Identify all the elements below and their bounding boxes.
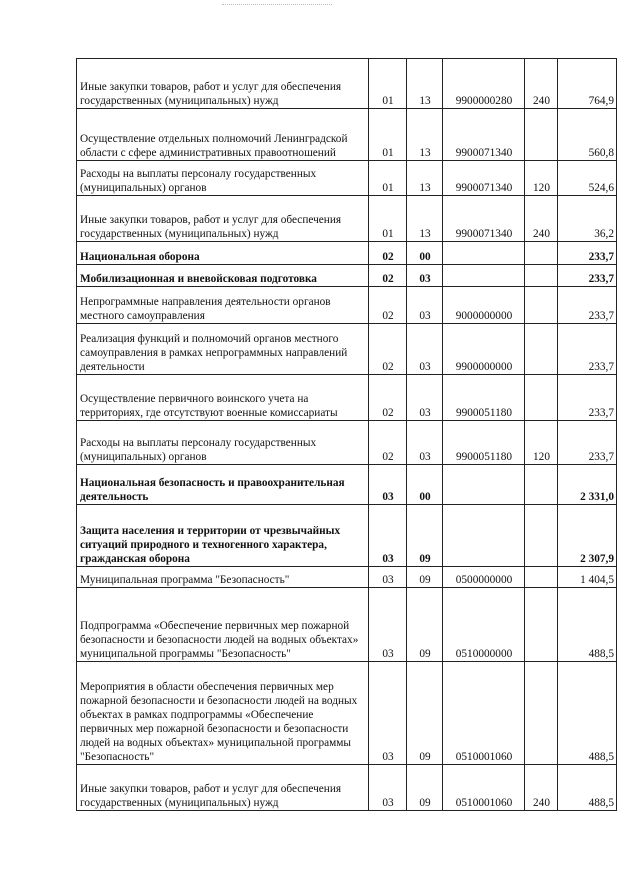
row-amount: 1 404,5 [558,567,617,588]
row-subsection: 13 [407,196,443,242]
row-expense-type [525,662,558,765]
row-subsection: 09 [407,588,443,662]
row-name: Иные закупки товаров, работ и услуг для обеспечения государственных (муниципальных) нужд [77,765,369,811]
table-row [77,567,617,588]
row-name: Подпрограмма «Обеспечение первичных мер пожарной безопасности и безопасности людей на водных объектах» муниципальной программы "Безопасность" [77,588,369,662]
row-section: 02 [369,242,407,265]
row-name: Непрограммные направления деятельности органов местного самоуправления [77,287,369,324]
row-amount: 36,2 [558,196,617,242]
row-subsection: 03 [407,287,443,324]
row-section: 02 [369,375,407,421]
row-target-article [443,505,525,567]
row-target-article [443,265,525,287]
row-expense-type [525,265,558,287]
row-expense-type: 120 [525,161,558,196]
row-target-article: 0510001060 [443,765,525,811]
row-name: Иные закупки товаров, работ и услуг для обеспечения государственных (муниципальных) нужд [77,196,369,242]
row-target-article: 9900071340 [443,196,525,242]
table-row [77,161,617,196]
row-amount: 233,7 [558,265,617,287]
table-row [77,588,617,662]
row-target-article: 0510001060 [443,662,525,765]
row-subsection: 03 [407,421,443,465]
row-expense-type [525,588,558,662]
row-target-article: 9000000000 [443,287,525,324]
scan-artifact [222,4,332,7]
row-name: Осуществление первичного воинского учета на территориях, где отсутствуют военные комиссариаты [77,375,369,421]
row-subsection: 00 [407,242,443,265]
row-amount: 488,5 [558,662,617,765]
row-expense-type [525,505,558,567]
row-expense-type [525,287,558,324]
row-amount: 233,7 [558,287,617,324]
row-section: 01 [369,59,407,109]
row-section: 03 [369,662,407,765]
row-amount: 233,7 [558,421,617,465]
table-row [77,421,617,465]
row-amount: 233,7 [558,242,617,265]
row-subsection: 03 [407,265,443,287]
row-target-article: 0510000000 [443,588,525,662]
row-name: Мобилизационная и вневойсковая подготовка [77,265,369,287]
row-section: 02 [369,287,407,324]
row-section: 01 [369,109,407,161]
table-row [77,59,617,109]
row-section: 02 [369,265,407,287]
row-amount: 488,5 [558,765,617,811]
table-row [77,375,617,421]
row-target-article [443,242,525,265]
row-amount: 233,7 [558,324,617,375]
row-name: Защита населения и территории от чрезвычайных ситуаций природного и техногенного характера, гражданская оборона [77,505,369,567]
table-row [77,465,617,505]
row-section: 03 [369,588,407,662]
row-amount: 488,5 [558,588,617,662]
row-name: Иные закупки товаров, работ и услуг для обеспечения государственных (муниципальных) нужд [77,59,369,109]
row-name: Реализация функций и полномочий органов местного самоуправления в рамках непрограммных направлений деятельности [77,324,369,375]
row-section: 03 [369,765,407,811]
row-target-article: 9900051180 [443,421,525,465]
row-section: 01 [369,196,407,242]
row-expense-type [525,375,558,421]
row-amount: 233,7 [558,375,617,421]
row-target-article: 9900051180 [443,375,525,421]
budget-table [76,58,617,811]
row-subsection: 13 [407,59,443,109]
row-subsection: 03 [407,375,443,421]
row-expense-type [525,109,558,161]
row-name: Расходы на выплаты персоналу государственных (муниципальных) органов [77,161,369,196]
row-amount: 2 331,0 [558,465,617,505]
table-row [77,287,617,324]
row-target-article: 9900000280 [443,59,525,109]
row-subsection: 03 [407,324,443,375]
row-expense-type: 240 [525,196,558,242]
row-target-article [443,465,525,505]
table-row [77,109,617,161]
table-row [77,505,617,567]
row-expense-type [525,324,558,375]
row-section: 01 [369,161,407,196]
row-expense-type [525,567,558,588]
row-target-article: 9900071340 [443,161,525,196]
row-expense-type: 240 [525,59,558,109]
table-row [77,324,617,375]
row-subsection: 13 [407,109,443,161]
row-subsection: 00 [407,465,443,505]
row-section: 03 [369,567,407,588]
table-row [77,196,617,242]
row-subsection: 09 [407,765,443,811]
row-expense-type [525,242,558,265]
row-target-article: 0500000000 [443,567,525,588]
row-section: 03 [369,465,407,505]
table-row [77,765,617,811]
row-name: Муниципальная программа "Безопасность" [77,567,369,588]
row-name: Национальная оборона [77,242,369,265]
row-name: Мероприятия в области обеспечения первичных мер пожарной безопасности и безопасности людей на водных объектах в рамках подпрограммы «Обеспечение первичных мер пожарной безопасности и безопасности людей на водных объектах» муниципальной программы "Безопасность" [77,662,369,765]
row-expense-type: 240 [525,765,558,811]
row-section: 02 [369,324,407,375]
row-section: 03 [369,505,407,567]
row-subsection: 13 [407,161,443,196]
table-row [77,662,617,765]
row-name: Расходы на выплаты персоналу государственных (муниципальных) органов [77,421,369,465]
row-amount: 560,8 [558,109,617,161]
row-name: Национальная безопасность и правоохранительная деятельность [77,465,369,505]
row-target-article: 9900071340 [443,109,525,161]
row-expense-type [525,465,558,505]
row-subsection: 09 [407,505,443,567]
row-amount: 524,6 [558,161,617,196]
row-subsection: 09 [407,662,443,765]
row-amount: 2 307,9 [558,505,617,567]
row-subsection: 09 [407,567,443,588]
table-row [77,265,617,287]
row-expense-type: 120 [525,421,558,465]
table-row [77,242,617,265]
row-target-article: 9900000000 [443,324,525,375]
row-amount: 764,9 [558,59,617,109]
row-section: 02 [369,421,407,465]
row-name: Осуществление отдельных полномочий Ленинградской области с сфере административных правоотношений [77,109,369,161]
